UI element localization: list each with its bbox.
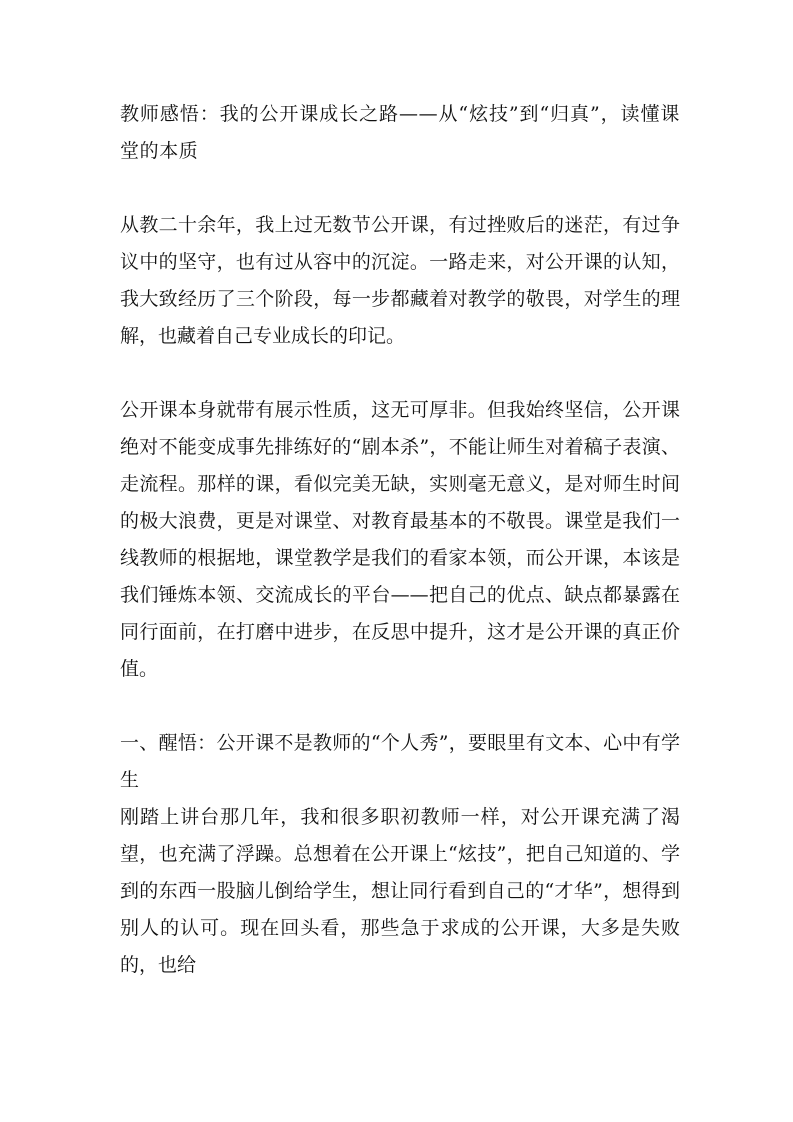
section-paragraph: 刚踏上讲台那几年，我和很多职初教师一样，对公开课充满了渴望，也充满了浮躁。总想着在公开课上“炫技”，把自己知道的、学到的东西一股脑儿倒给学生，想让同行看到自己的“才华”，想得到别人的认可。现在回头看，那些急于求成的公开课，大多是失败的，也给	[120, 806, 680, 976]
document-body	[120, 96, 680, 984]
body-paragraph: 公开课本身就带有展示性质，这无可厚非。但我始终坚信，公开课绝对不能变成事先排练好的“剧本杀”，不能让师生对着稿子表演、走流程。那样的课，看似完美无缺，实则毫无意义，是对师生时间的极大浪费，更是对课堂、对教育最基本的不敬畏。课堂是我们一线教师的根据地，课堂教学是我们的看家本领，而公开课，本该是我们锤炼本领、交流成长的平台——把自己的优点、缺点都暴露在同行面前，在打磨中进步，在反思中提升，这才是公开课的真正价值。	[120, 399, 680, 680]
intro-paragraph: 从教二十余年，我上过无数节公开课，有过挫败后的迷茫，有过争议中的坚守，也有过从容中的沉淀。一路走来，对公开课的认知，我大致经历了三个阶段，每一步都藏着对教学的敬畏，对学生的理解，也藏着自己专业成长的印记。	[120, 214, 680, 347]
document-title: 教师感悟：我的公开课成长之路——从“炫技”到“归真”，读懂课堂的本质	[120, 103, 680, 162]
paragraph-spacer	[120, 688, 680, 725]
paragraph-spacer	[120, 170, 680, 207]
section-heading: 一、醒悟：公开课不是教师的“个人秀”，要眼里有文本、心中有学生	[120, 732, 680, 791]
paragraph-spacer	[120, 355, 680, 392]
